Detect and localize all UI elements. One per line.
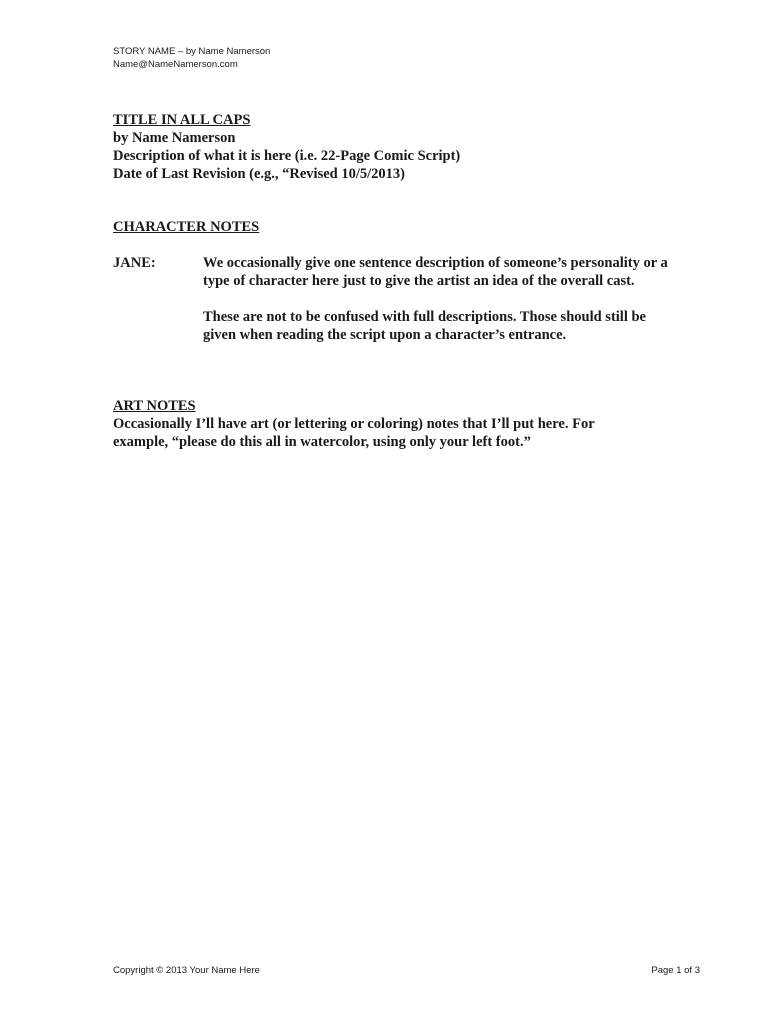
title-block (113, 111, 460, 183)
revision-date: Date of Last Revision (e.g., “Revised 10/5/2013) (113, 166, 405, 182)
header-email: Name@NameNamerson.com (113, 59, 238, 70)
character-description (203, 254, 673, 362)
document-title: TITLE IN ALL CAPS (113, 112, 251, 128)
art-notes-body: Occasionally I’ll have art (or lettering or coloring) notes that I’ll put here. For example, “please do this all in watercolor, using only your left foot.” (113, 416, 595, 450)
author-byline: by Name Namerson (113, 130, 236, 146)
character-paragraph: We occasionally give one sentence description of someone’s personality or a type of character here just to give the artist an idea of the overall cast. (203, 255, 668, 289)
page-header (113, 45, 270, 71)
footer-page-number: Page 1 of 3 (651, 965, 700, 976)
header-story-line: STORY NAME – by Name Namerson (113, 46, 271, 57)
footer-copyright: Copyright © 2013 Your Name Here (113, 965, 260, 976)
document-description: Description of what it is here (i.e. 22-Page Comic Script) (113, 148, 461, 164)
character-name: JANE: (113, 255, 156, 271)
character-paragraph: These are not to be confused with full descriptions. Those should still be given when reading the script upon a character’s entrance. (203, 309, 646, 343)
art-notes-heading: ART NOTES (113, 398, 196, 414)
character-notes-heading: CHARACTER NOTES (113, 219, 260, 235)
